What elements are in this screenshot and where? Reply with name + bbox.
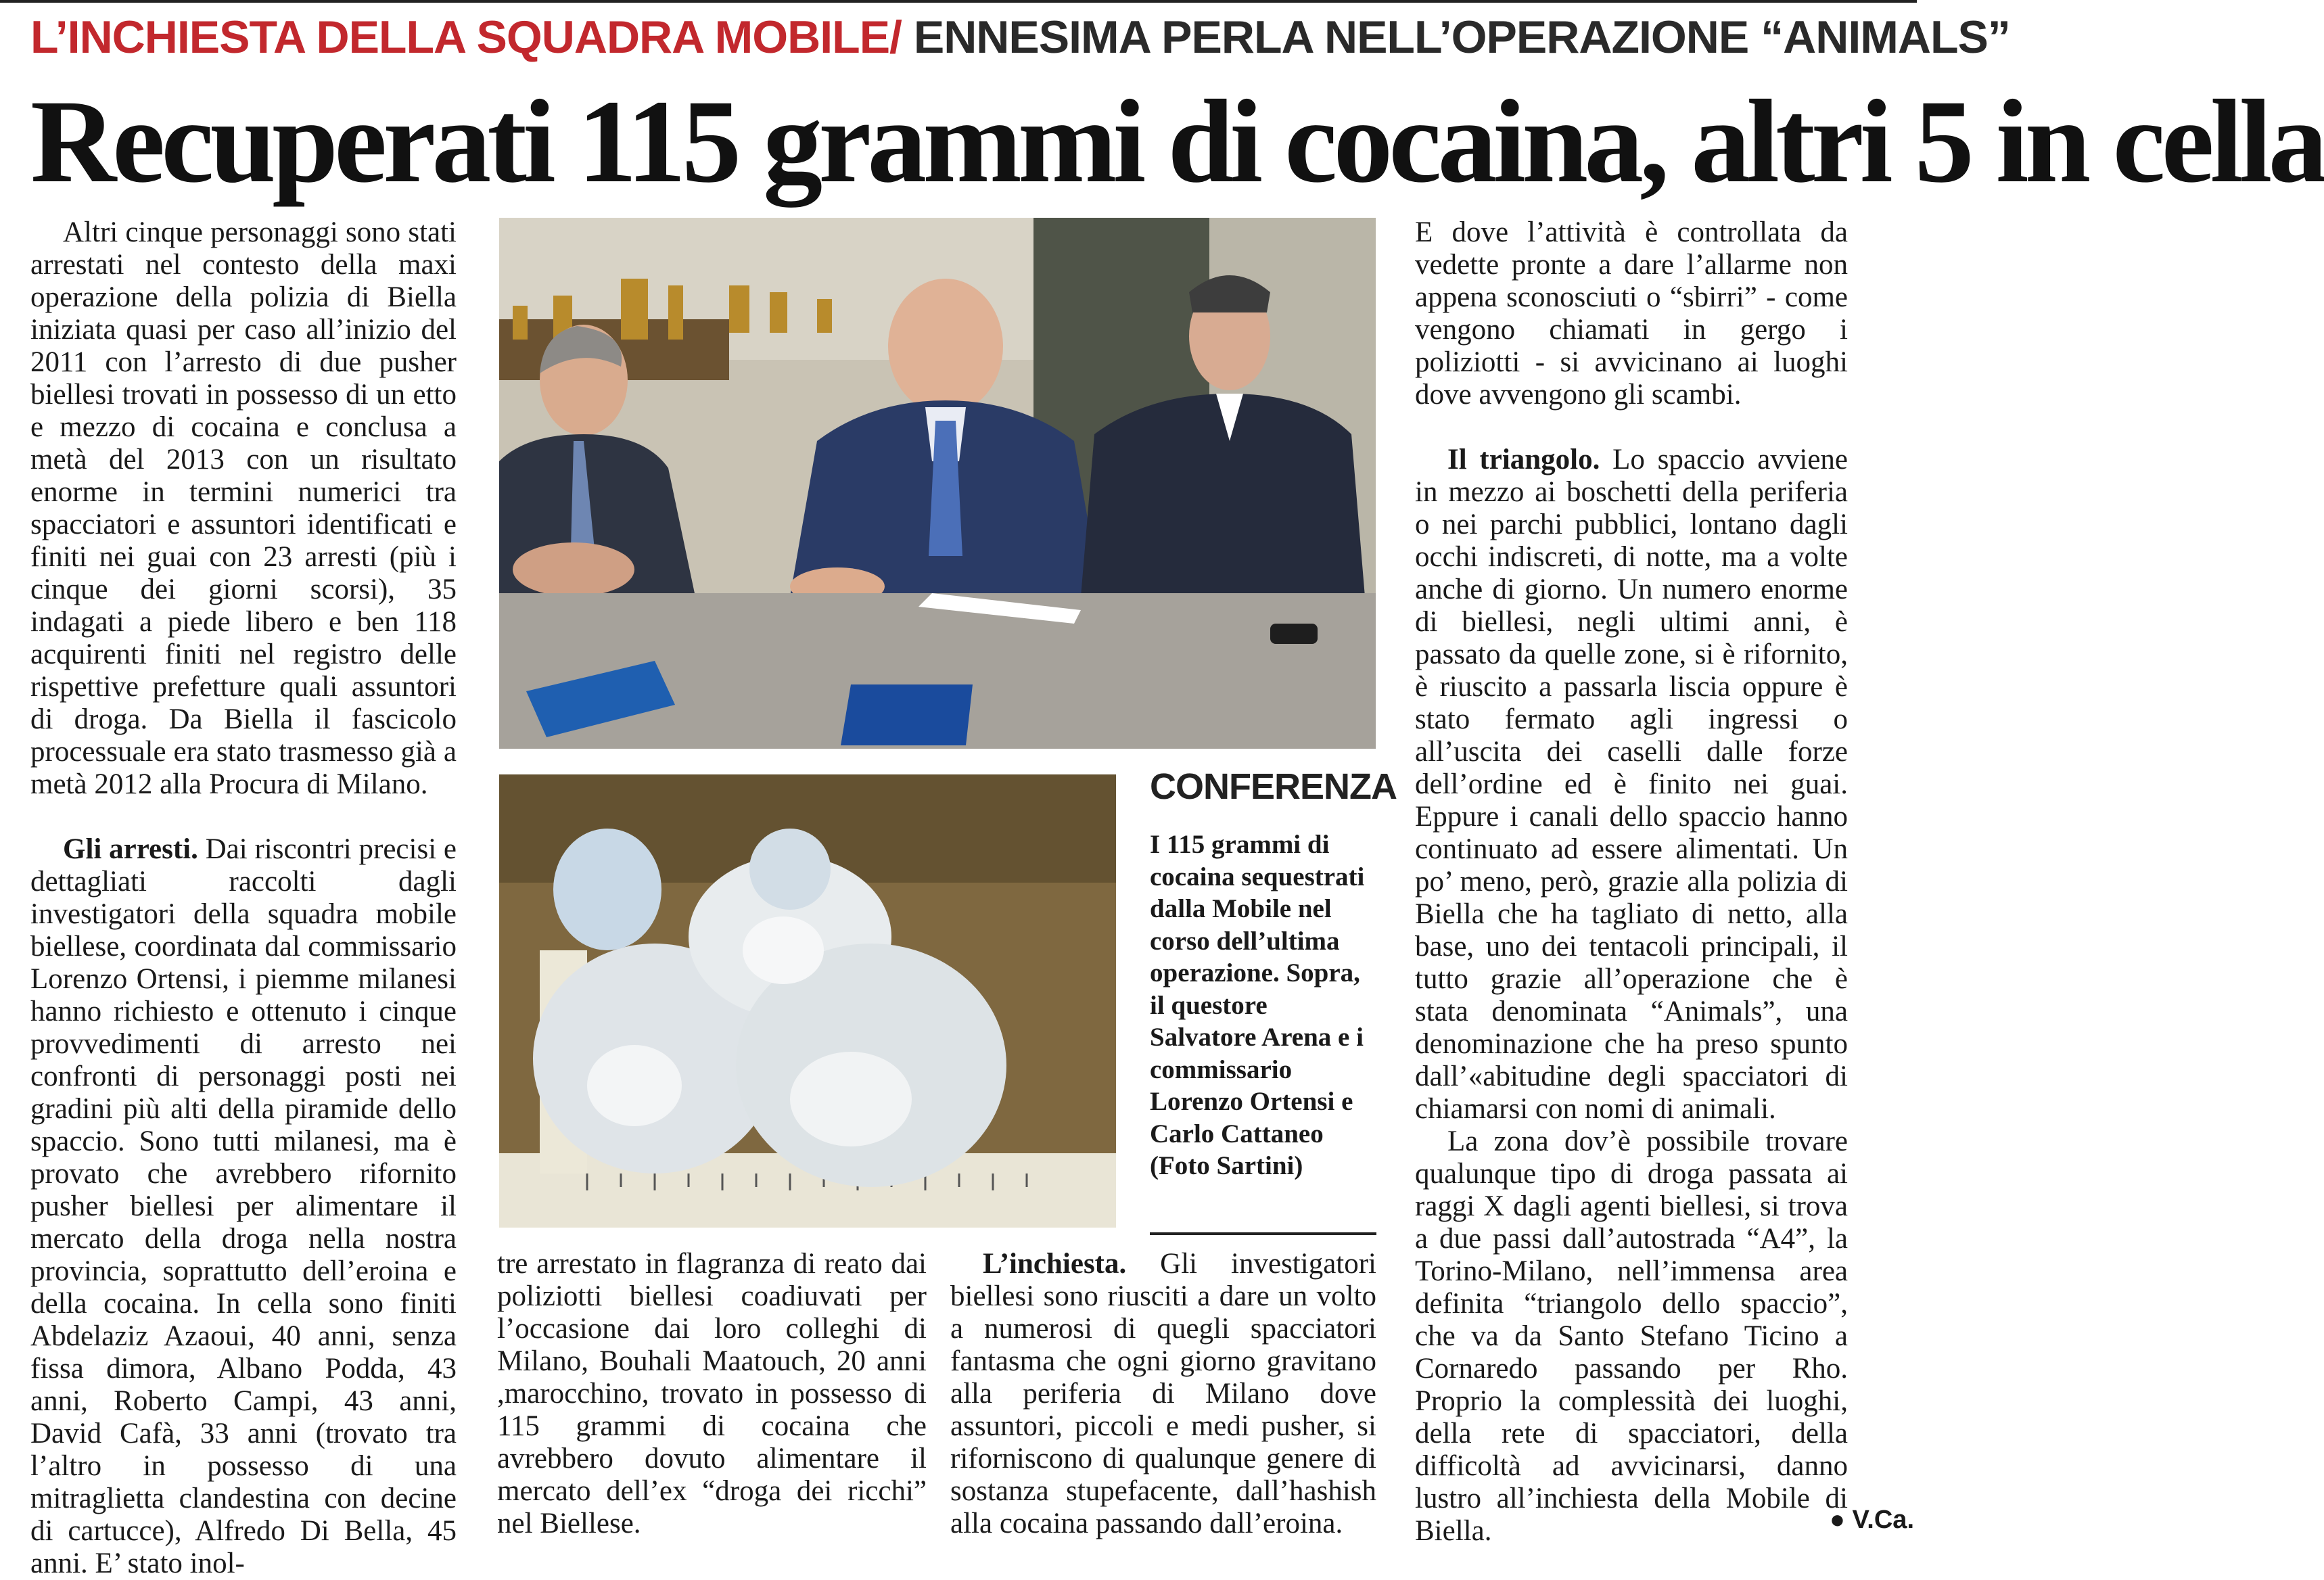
press-conference-photo [499, 218, 1376, 749]
col3-text-inchiesta: Gli investigatori biellesi sono riusciti a dare un volto a numerosi di quegli spacciatori fantasma che ogni giorno gravitano alla periferia di Milano dove assuntori, piccoli e medi pusher, si riforniscono di qualunque genere di sostanza stupefacente, dall’hashish alla cocaina passando dall’eroina. [950, 1248, 1376, 1539]
cocaine-bags-photo [499, 774, 1116, 1228]
column-4 [1415, 216, 1848, 1547]
kicker [30, 7, 2010, 68]
col1-text-arresti: Dai riscontri precisi e dettagliati raccolti dagli investigatori della squadra mobile biellese, coordinata dal commissario Lorenzo Ortensi, i piemme milanesi hanno richiesto e ottenuto i cinque provvedimenti di arresto nei confronti di personaggi posti nei gradini più alti della piramide dello spaccio. Sono tutti milanesi, ma è provato che avrebbero rifornito pusher biellesi per alimentare il mercato della droga nella nostra provincia, soprattutto dell’eroina e della cocaina. In cella sono finiti Abdelaziz Azaoui, 40 anni, senza fissa dimora, Albano Podda, 43 anni, Roberto Campi, 43 anni, David Cafà, 33 anni (trovato tra l’altro in possesso di una mitraglietta clandestina con decine di cartucce), Alfredo Di Bella, 45 anni. E’ stato inol- [30, 833, 457, 1579]
caption-title: CONFERENZA [1150, 766, 1397, 807]
kicker-red: L’INCHIESTA DELLA SQUADRA MOBILE/ [30, 11, 902, 63]
column-1 [30, 216, 457, 1579]
headline: Recuperati 115 grammi di cocaina, altri 5 in cella [30, 76, 2324, 208]
col4-paragraph-3: La zona dov’è possibile trovare qualunque tipo di droga passata ai raggi X dagli agenti biellesi, si trova a due passi dall’autostrada “A4”, la Torino-Milano, nell’immensa area definita “triangolo dello spaccio”, che va da Santo Stefano Ticino a Cornaredo passando per Rho. Proprio la complessità dei luoghi, della rete di spacciatori, della difficoltà ad avvicinarsi, danno lustro all’inchiesta della Mobile di Biella. [1415, 1125, 1848, 1547]
col4-paragraph-2 [1415, 444, 1848, 1125]
column-2 [497, 1248, 927, 1539]
col3-paragraph [950, 1248, 1376, 1540]
kicker-black: ENNESIMA PERLA NELL’OPERAZIONE “ANIMALS” [901, 11, 2010, 63]
col1-lead-arresti: Gli arresti. [63, 833, 198, 865]
caption-text: I 115 grammi di cocaina sequestrati dalla Mobile nel corso dell’ultima operazione. Sopra, il questore Salvatore Arena e i commissario Lorenzo Ortensi e Carlo Cattaneo (Foto Sartini) [1150, 830, 1365, 1180]
col2-paragraph: tre arrestato in flagranza di reato dai poliziotti biellesi coadiuvati per l’occasione dai loro colleghi di Milano, Bouhali Maatouch, 20 anni ,marocchino, trovato in possesso di 115 grammi di cocaina che avrebbero dovuto alimentare il mercato dell’ex “droga dei ricchi” nel Biellese. [497, 1248, 927, 1539]
byline: ● V.Ca. [1829, 1506, 1914, 1534]
col4-paragraph-1: E dove l’attività è controllata da vedette pronte a dare l’allarme non appena sconosciuti o “sbirri” - come vengono chiamati in gergo i poliziotti - si avvicinano ai luoghi dove avvengono gli scambi. [1415, 216, 1848, 411]
col3-lead-inchiesta: L’inchiesta. [983, 1248, 1127, 1280]
col1-paragraph-2 [30, 833, 457, 1580]
col4-text-triangolo: Lo spaccio avviene in mezzo ai boschetti della periferia o nei parchi pubblici, lontano dagli occhi indiscreti, di notte, ma a volte anche di giorno. Un numero enorme di biellesi, negli ultimi anni, è passato da quelle zone, si è rifornito, è riuscito a passarla liscia oppure è stato fermato agli ingressi o all’uscita dei caselli dalle forze dell’ordine ed è finito nei guai. Eppure i canali dello spaccio hanno continuato ad essere alimentati. Un po’ meno, però, grazie alla polizia di Biella che ha tagliato di netto, alla base, uno dei tentacoli principali, il tutto grazie all’operazione che è stata denominata “Animals”, una denominazione che ha preso spunto dall’«abitudine degli spacciatori di chiamarsi con nomi di animali. [1415, 444, 1848, 1125]
col4-lead-triangolo: Il triangolo. [1447, 444, 1600, 475]
column-3 [950, 1248, 1376, 1539]
col1-paragraph-1: Altri cinque personaggi sono stati arrestati nel contesto della maxi operazione della polizia di Biella iniziata quasi per caso all’inizio del 2011 con l’arresto di due pusher biellesi trovati in possesso di un etto e mezzo di cocaina e conclusa a metà del 2013 con un risultato enorme in termini numerici tra spacciatori e assuntori identificati e finiti nei guai con 23 arresti (più i cinque dei giorni scorsi), 35 indagati a piede libero e ben 118 acquirenti finiti nel registro delle rispettive prefetture quali assuntori di droga. Da Biella il fascicolo processuale era stato trasmesso già a metà 2012 alla Procura di Milano. [30, 216, 457, 800]
top-rule [0, 0, 1917, 3]
caption-rule [1150, 1232, 1376, 1235]
